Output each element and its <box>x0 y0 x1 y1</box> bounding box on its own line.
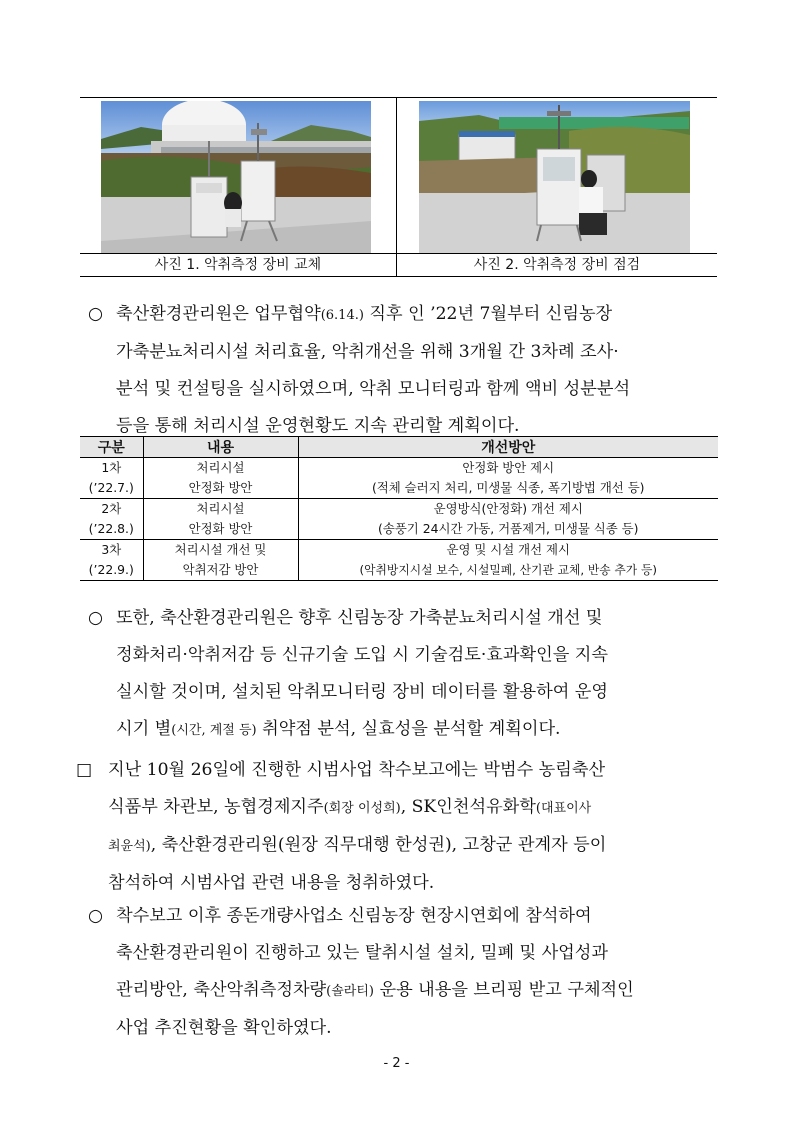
table-cell: 2차 <box>80 499 143 520</box>
text-span-small: (6.14.) <box>320 308 364 323</box>
table-cell: 처리시설 <box>143 458 298 479</box>
circle-bullet: ○ <box>88 906 103 926</box>
text-span: 취약점 분석, 실효성을 분석할 계획이다. <box>256 719 561 739</box>
table-cell: 운영 및 시설 개선 제시 <box>298 540 718 561</box>
paragraph-line: 또한, 축산환경관리원은 향후 신림농장 가축분뇨처리시설 개선 및 <box>116 608 603 628</box>
paragraph-line: 가축분뇨처리시설 처리효율, 악취개선을 위해 3개월 간 3차례 조사· <box>116 342 619 362</box>
table-cell: 악취저감 방안 <box>143 560 298 581</box>
photo-cell-2 <box>397 98 717 276</box>
text-span: 직후 인 ’22년 7월부터 신림농장 <box>363 304 613 324</box>
table-cell: 운영방식(안정화) 개선 제시 <box>298 499 718 520</box>
photo-table <box>80 97 717 277</box>
improvement-table <box>80 436 718 581</box>
text-span-small: 최윤석) <box>108 839 151 854</box>
table-cell: 처리시설 개선 및 <box>143 540 298 561</box>
paragraph-line <box>108 827 736 865</box>
table-row <box>80 478 718 499</box>
text-span-small: (회장 이성희) <box>323 801 401 816</box>
paragraph-kickoff-report <box>76 752 736 902</box>
text-span: 축산환경관리원은 업무협약 <box>116 304 321 324</box>
photo-cell-1 <box>80 98 397 276</box>
page-number: - 2 - <box>383 1056 410 1071</box>
header-content: 내용 <box>143 437 298 458</box>
table-cell: (’22.8.) <box>80 519 143 540</box>
table-row <box>80 560 718 581</box>
circle-bullet: ○ <box>88 608 103 628</box>
table-cell: 안정화 방안 <box>143 519 298 540</box>
paragraph-line: 등을 통해 처리시설 운영현황도 지속 관리할 계획이다. <box>116 416 520 436</box>
photo-odor-equipment-replacement <box>101 101 371 253</box>
paragraph-line: 실시할 것이며, 설치된 악취모니터링 장비 데이터를 활용하여 운영 <box>116 682 608 702</box>
paragraph-line: 분석 및 컨설팅을 실시하였으며, 악취 모니터링과 함께 액비 성분분석 <box>116 379 631 399</box>
paragraph-line: 축산환경관리원이 진행하고 있는 탈취시설 설치, 밀폐 및 사업성과 <box>116 943 608 963</box>
header-improvement: 개선방안 <box>298 437 718 458</box>
table-cell: 3차 <box>80 540 143 561</box>
paragraph-line: 지난 10월 26일에 진행한 시범사업 착수보고에는 박범수 농림축산 <box>108 760 606 780</box>
table-cell: (’22.9.) <box>80 560 143 581</box>
paragraph-field-demo <box>80 898 730 1047</box>
paragraph-consulting <box>80 296 730 445</box>
photo-caption-2: 사진 2. 악취측정 장비 점검 <box>397 253 717 276</box>
text-span: 식품부 차관보, 농협경제지주 <box>108 797 324 817</box>
paragraph-line <box>108 789 736 827</box>
square-bullet: □ <box>76 760 93 780</box>
table-row <box>80 458 718 479</box>
circle-bullet: ○ <box>88 304 103 324</box>
paragraph-future-plan <box>80 600 730 749</box>
table-cell: 1차 <box>80 458 143 479</box>
table-cell: 안정화 방안 <box>143 478 298 499</box>
text-span: 운용 내용을 브리핑 받고 구체적인 <box>374 980 634 1000</box>
table-cell: (’22.7.) <box>80 478 143 499</box>
table-cell: (악취방지시설 보수, 시설밀폐, 산기관 교체, 반송 추가 등) <box>298 560 718 581</box>
photo-caption-1: 사진 1. 악취측정 장비 교체 <box>80 253 396 276</box>
text-span-small: (시간, 계절 등) <box>171 723 257 738</box>
header-category: 구분 <box>80 437 143 458</box>
text-span: 관리방안, 축산악취측정차량 <box>116 980 327 1000</box>
paragraph-line: 정화처리·악취저감 등 신규기술 도입 시 기술검토·효과확인을 지속 <box>116 645 608 665</box>
table-header-row <box>80 437 718 458</box>
paragraph-line <box>116 296 730 334</box>
table-cell: (송풍기 24시간 가동, 거품제거, 미생물 식종 등) <box>298 519 718 540</box>
text-span-small: (솔라티) <box>326 984 374 999</box>
table-row <box>80 540 718 561</box>
table-cell: (적체 슬러지 처리, 미생물 식종, 폭기방법 개선 등) <box>298 478 718 499</box>
photo-odor-equipment-inspection <box>419 101 690 253</box>
text-span: , 축산환경관리원(원장 직무대행 한성권), 고창군 관계자 등이 <box>150 835 607 855</box>
table-row <box>80 499 718 520</box>
text-span: , SK인천석유화학 <box>400 797 536 817</box>
paragraph-line <box>116 711 730 749</box>
text-span-small: (대표이사 <box>535 801 592 816</box>
table-row <box>80 519 718 540</box>
table-cell: 안정화 방안 제시 <box>298 458 718 479</box>
paragraph-line <box>116 972 730 1010</box>
paragraph-line: 사업 추진현황을 확인하였다. <box>116 1018 332 1038</box>
paragraph-line: 착수보고 이후 종돈개량사업소 신림농장 현장시연회에 참석하여 <box>116 906 592 926</box>
paragraph-line: 참석하여 시범사업 관련 내용을 청취하였다. <box>108 873 435 893</box>
table-cell: 처리시설 <box>143 499 298 520</box>
text-span: 시기 별 <box>116 719 172 739</box>
